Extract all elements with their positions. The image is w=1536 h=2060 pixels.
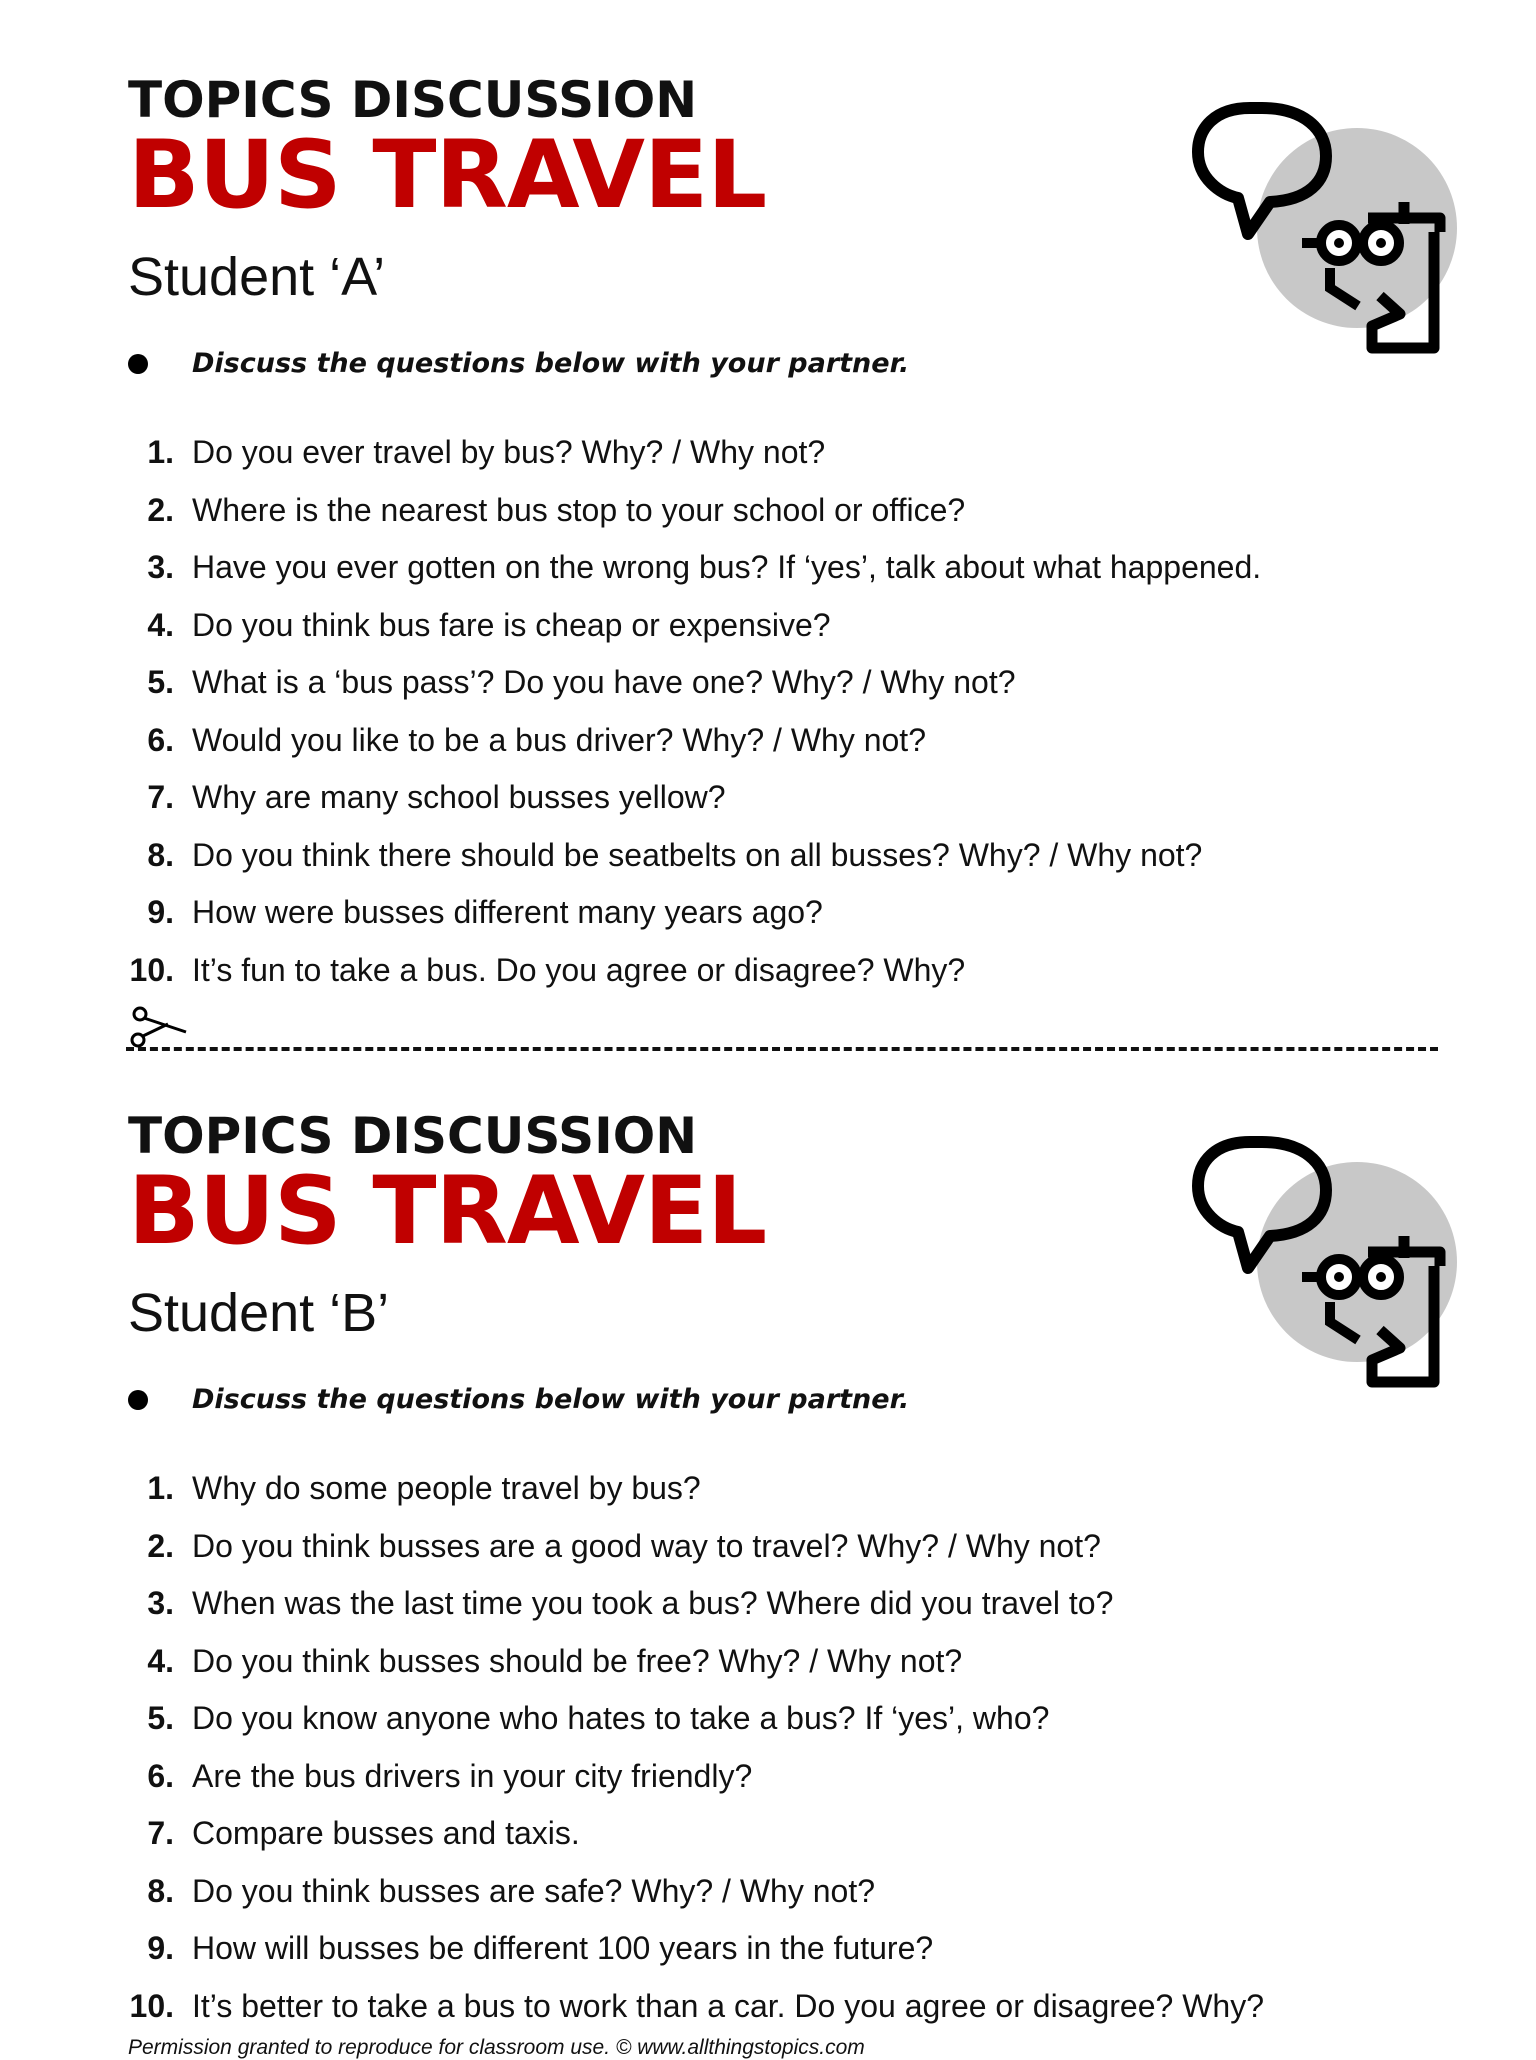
question-text: Do you think bus fare is cheap or expensive? bbox=[192, 606, 831, 643]
question-number: 10. bbox=[129, 1987, 174, 2024]
question-item bbox=[128, 1748, 1448, 1806]
question-item bbox=[128, 1978, 1448, 2036]
question-text: It’s better to take a bus to work than a car. Do you agree or disagree? Why? bbox=[192, 1987, 1264, 2024]
scissors-icon bbox=[128, 1000, 188, 1060]
question-text: When was the last time you took a bus? Where did you travel to? bbox=[192, 1585, 1114, 1621]
question-item bbox=[128, 1633, 1448, 1691]
question-text: Do you think busses should be free? Why? / Why not? bbox=[192, 1642, 963, 1679]
question-item bbox=[128, 1863, 1448, 1921]
question-text: Have you ever gotten on the wrong bus? If ‘yes’, talk about what happened. bbox=[192, 549, 1262, 585]
instruction-text: Discuss the questions below with your partner. bbox=[192, 348, 910, 379]
question-item bbox=[128, 1460, 1448, 1518]
question-item bbox=[128, 597, 1448, 655]
question-text: Do you ever travel by bus? Why? / Why not? bbox=[192, 434, 826, 470]
question-item bbox=[128, 1575, 1448, 1633]
question-number: 9. bbox=[147, 1930, 174, 1966]
topic-label: TOPICS DISCUSSION bbox=[128, 71, 698, 129]
question-item bbox=[128, 769, 1448, 827]
question-number: 4. bbox=[147, 606, 174, 643]
question-item bbox=[128, 1805, 1448, 1863]
question-number: 4. bbox=[147, 1642, 174, 1679]
question-number: 6. bbox=[147, 721, 174, 758]
question-number: 8. bbox=[147, 836, 174, 873]
student-label: Student ‘B’ bbox=[128, 1283, 390, 1343]
question-number: 10. bbox=[129, 951, 174, 988]
question-text: Compare busses and taxis. bbox=[192, 1815, 580, 1851]
question-item bbox=[128, 884, 1448, 942]
question-item bbox=[128, 654, 1448, 712]
bullet-icon bbox=[128, 1390, 148, 1410]
question-number: 2. bbox=[147, 491, 174, 528]
question-number: 1. bbox=[147, 434, 174, 470]
question-number: 7. bbox=[147, 779, 174, 815]
question-text: How will busses be different 100 years in the future? bbox=[192, 1930, 934, 1966]
question-list bbox=[128, 424, 1448, 999]
topic-label: TOPICS DISCUSSION bbox=[128, 1107, 698, 1165]
question-text: Why do some people travel by bus? bbox=[192, 1470, 701, 1506]
question-text: What is a ‘bus pass’? Do you have one? Why? / Why not? bbox=[192, 664, 1016, 700]
student-label: Student ‘A’ bbox=[128, 247, 386, 307]
question-number: 5. bbox=[147, 664, 174, 700]
question-text: Would you like to be a bus driver? Why? / Why not? bbox=[192, 721, 926, 758]
discussion-head-icon bbox=[1190, 100, 1460, 360]
question-item bbox=[128, 424, 1448, 482]
question-item bbox=[128, 539, 1448, 597]
question-item bbox=[128, 712, 1448, 770]
question-number: 9. bbox=[147, 894, 174, 930]
question-item bbox=[128, 1690, 1448, 1748]
question-number: 3. bbox=[147, 1585, 174, 1621]
question-text: Where is the nearest bus stop to your school or office? bbox=[192, 491, 966, 528]
question-item bbox=[128, 1518, 1448, 1576]
question-text: It’s fun to take a bus. Do you agree or disagree? Why? bbox=[192, 951, 966, 988]
question-text: Are the bus drivers in your city friendly? bbox=[192, 1757, 753, 1794]
question-item bbox=[128, 1920, 1448, 1978]
question-number: 3. bbox=[147, 549, 174, 585]
topic-title: BUS TRAVEL bbox=[128, 1157, 767, 1266]
question-text: Do you think there should be seatbelts on all busses? Why? / Why not? bbox=[192, 836, 1203, 873]
question-list bbox=[128, 1460, 1448, 2035]
question-item bbox=[128, 482, 1448, 540]
question-text: How were busses different many years ago? bbox=[192, 894, 823, 930]
question-number: 8. bbox=[147, 1872, 174, 1909]
copyright-footer: Permission granted to reproduce for classroom use. © www.allthingstopics.com bbox=[128, 2036, 865, 2059]
question-item bbox=[128, 942, 1448, 1000]
topic-title: BUS TRAVEL bbox=[128, 121, 767, 230]
bullet-icon bbox=[128, 354, 148, 374]
question-number: 7. bbox=[147, 1815, 174, 1851]
cut-line-divider bbox=[126, 1047, 1438, 1051]
question-text: Do you think busses are safe? Why? / Why not? bbox=[192, 1872, 875, 1909]
question-number: 5. bbox=[147, 1700, 174, 1736]
discussion-head-icon bbox=[1190, 1134, 1460, 1394]
question-item bbox=[128, 827, 1448, 885]
question-number: 6. bbox=[147, 1757, 174, 1794]
question-text: Do you know anyone who hates to take a bus? If ‘yes’, who? bbox=[192, 1700, 1050, 1736]
question-text: Do you think busses are a good way to travel? Why? / Why not? bbox=[192, 1527, 1101, 1564]
instruction-text: Discuss the questions below with your partner. bbox=[192, 1384, 910, 1415]
question-number: 1. bbox=[147, 1470, 174, 1506]
question-number: 2. bbox=[147, 1527, 174, 1564]
question-text: Why are many school busses yellow? bbox=[192, 779, 726, 815]
